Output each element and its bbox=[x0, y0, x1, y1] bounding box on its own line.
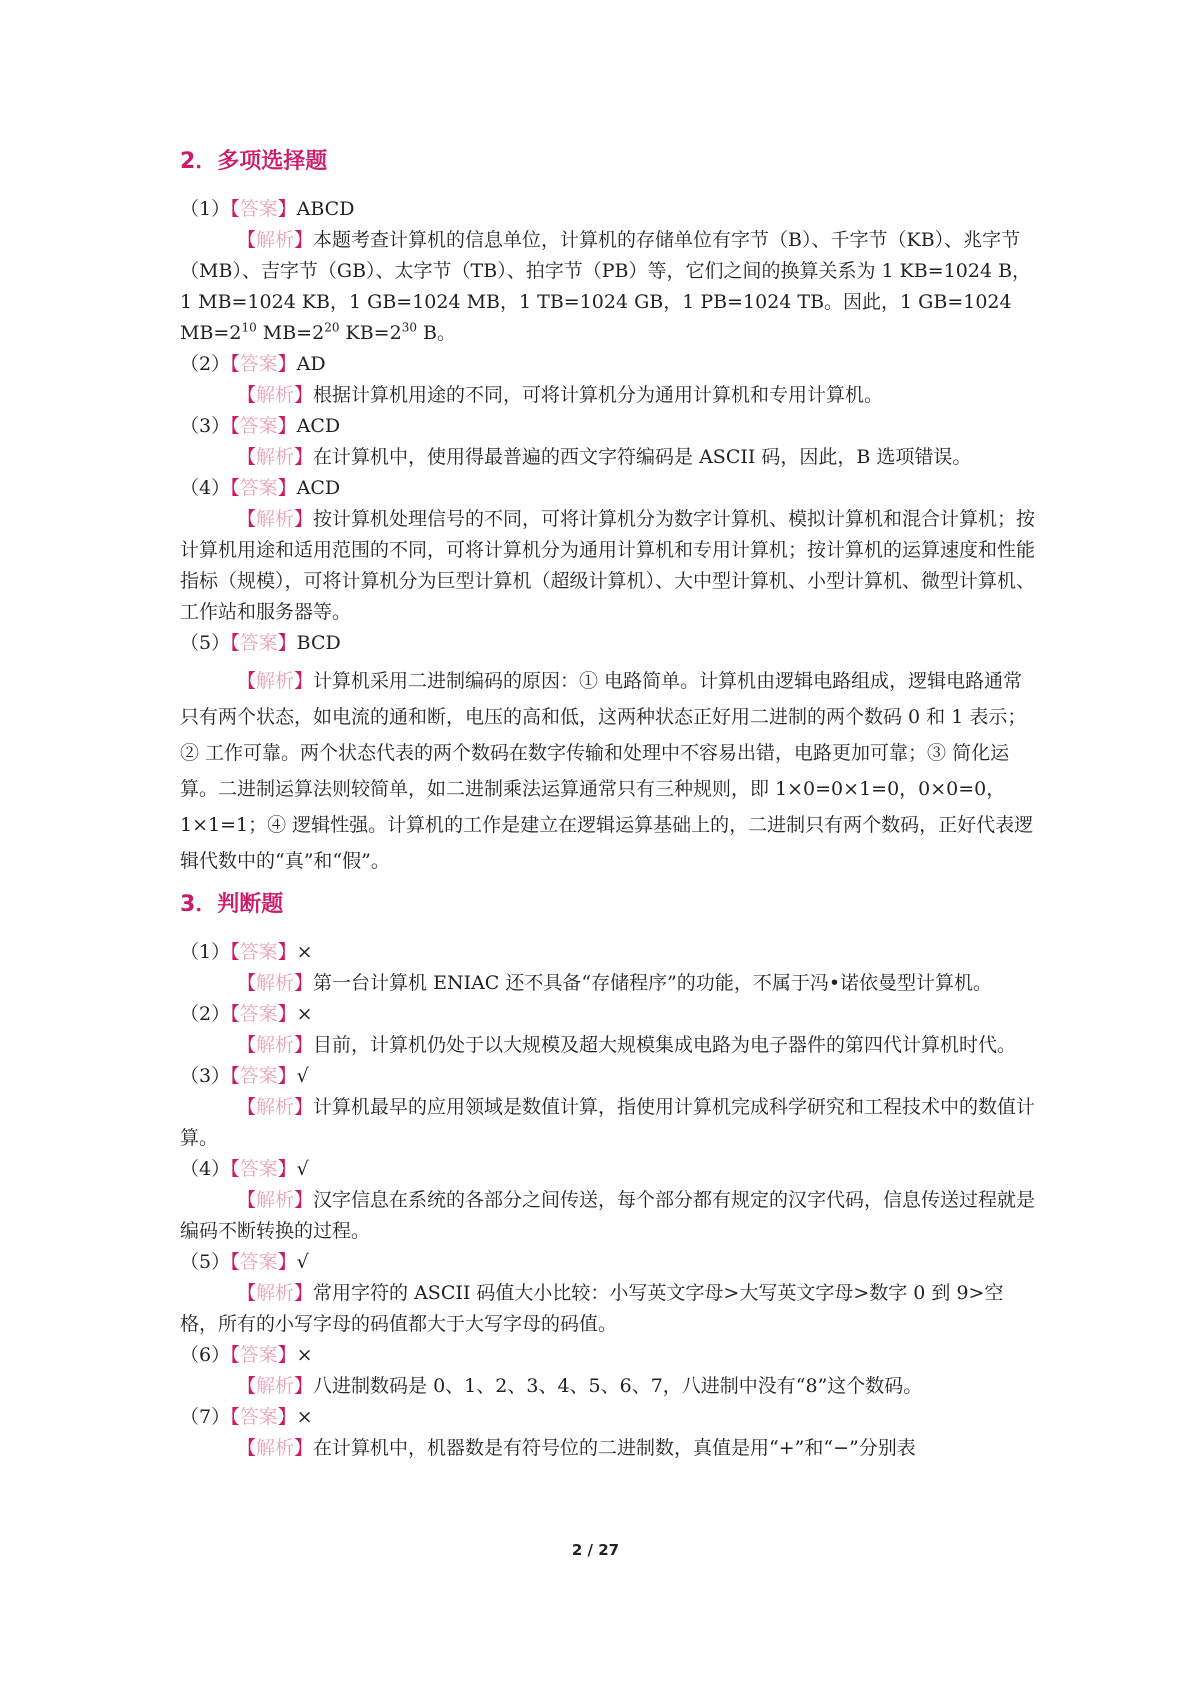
answer-tag: 【答案】 bbox=[230, 477, 297, 499]
answer-value: ACD bbox=[296, 415, 341, 437]
answer-line bbox=[180, 1247, 1040, 1278]
answer-tag: 【答案】 bbox=[230, 1406, 297, 1428]
analysis-paragraph: 【解析】在计算机中，机器数是有符号位的二进制数，真值是用“+”和“−”分别表 bbox=[237, 1437, 916, 1459]
analysis-paragraph: 【解析】计算机采用二进制编码的原因：① 电路简单。计算机由逻辑电路组成，逻辑电路通常只有两个状态，如电流的通和断，电压的高和低，这两种状态正好用二进制的两个数码 0 和 1 表示；② 工作可靠。两个状态代表的两个数码在数字传输和处理中不容易出错，电路更加可靠；③ 简化运算。二进制运算法则较简单，如二进制乘法运算通常只有三种规则，即 1×0=0×1=0，0×0=0，1×1=1；④ 逻辑性强。计算机的工作是建立在逻辑运算基础上的，二进制只有两个数码，正好代表逻辑代数中的“真”和“假”。 bbox=[180, 670, 1034, 872]
page-content bbox=[180, 140, 1040, 1474]
section-multiple-choice bbox=[180, 146, 1040, 879]
answer-value: × bbox=[296, 1344, 313, 1366]
analysis-tag: 【解析】 bbox=[237, 229, 314, 251]
answer-tag: 【答案】 bbox=[230, 353, 297, 375]
answer-line bbox=[180, 937, 1040, 968]
analysis-tag: 【解析】 bbox=[237, 1437, 314, 1459]
answer-value: BCD bbox=[296, 632, 341, 654]
analysis-tag: 【解析】 bbox=[237, 1096, 314, 1118]
analysis-paragraph: 【解析】第一台计算机 ENIAC 还不具备“存储程序”的功能，不属于冯•诺依曼型计算机。 bbox=[237, 972, 993, 994]
answer-line bbox=[180, 1402, 1040, 1433]
answer-value: AD bbox=[296, 353, 326, 375]
answer-value: √ bbox=[296, 1158, 309, 1180]
answer-line bbox=[180, 1061, 1040, 1092]
analysis-paragraph: 【解析】计算机最早的应用领域是数值计算，指使用计算机完成科学研究和工程技术中的数值计算。 bbox=[180, 1096, 1036, 1149]
analysis-paragraph: 【解析】八进制数码是 0、1、2、3、4、5、6、7，八进制中没有“8”这个数码。 bbox=[237, 1375, 923, 1397]
item-number: （6） bbox=[180, 1344, 231, 1366]
answer-line bbox=[180, 194, 1040, 225]
answer-value: × bbox=[296, 1003, 313, 1025]
answer-line bbox=[180, 473, 1040, 504]
item-number: （7） bbox=[180, 1406, 231, 1428]
answer-value: √ bbox=[296, 1065, 309, 1087]
answer-tag: 【答案】 bbox=[230, 1344, 297, 1366]
answer-tag: 【答案】 bbox=[230, 1065, 297, 1087]
answer-tag: 【答案】 bbox=[230, 1158, 297, 1180]
page-number: 2 / 27 bbox=[571, 1541, 620, 1559]
analysis-tag: 【解析】 bbox=[237, 1034, 314, 1056]
answer-tag: 【答案】 bbox=[230, 941, 297, 963]
item-number: （2） bbox=[180, 1003, 231, 1025]
analysis-tag: 【解析】 bbox=[237, 972, 314, 994]
answer-value: √ bbox=[296, 1251, 309, 1273]
item-number: （5） bbox=[180, 1251, 231, 1273]
answer-line bbox=[180, 1154, 1040, 1185]
item-number: （5） bbox=[180, 632, 231, 654]
answer-line bbox=[180, 411, 1040, 442]
item-number: （2） bbox=[180, 353, 231, 375]
analysis-tag: 【解析】 bbox=[237, 1189, 314, 1211]
answer-tag: 【答案】 bbox=[230, 1003, 297, 1025]
analysis-paragraph: 【解析】目前，计算机仍处于以大规模及超大规模集成电路为电子器件的第四代计算机时代。 bbox=[237, 1034, 1017, 1056]
item-number: （3） bbox=[180, 415, 231, 437]
item-number: （4） bbox=[180, 477, 231, 499]
item-number: （3） bbox=[180, 1065, 231, 1087]
analysis-tag: 【解析】 bbox=[237, 384, 314, 406]
answer-value: ACD bbox=[296, 477, 341, 499]
answer-tag: 【答案】 bbox=[230, 1251, 297, 1273]
answer-line bbox=[180, 1340, 1040, 1371]
answer-value: × bbox=[296, 1406, 313, 1428]
answer-line bbox=[180, 628, 1040, 659]
answer-tag: 【答案】 bbox=[230, 632, 297, 654]
answer-line bbox=[180, 999, 1040, 1030]
analysis-paragraph: 【解析】本题考查计算机的信息单位，计算机的存储单位有字节（B）、千字节（KB）、兆字节（MB）、吉字节（GB）、太字节（TB）、拍字节（PB）等，它们之间的换算关系为 1 KB=1024 B，1 MB=1024 KB，1 GB=1024 MB，1 TB=1024 GB，1 PB=1024 TB。因此，1 GB=1024 $MB=2^{10}$ $MB=2^{20}$ $KB=2^{30}$ B。 bbox=[180, 229, 1032, 344]
analysis-tag: 【解析】 bbox=[237, 670, 314, 692]
answer-tag: 【答案】 bbox=[230, 198, 297, 220]
analysis-tag: 【解析】 bbox=[237, 1375, 314, 1397]
answer-tag: 【答案】 bbox=[230, 415, 297, 437]
section-true-false bbox=[180, 889, 1040, 1464]
analysis-tag: 【解析】 bbox=[237, 446, 314, 468]
item-number: （4） bbox=[180, 1158, 231, 1180]
section-heading: 2．多项选择题 bbox=[180, 149, 328, 174]
answer-value: × bbox=[296, 941, 313, 963]
answer-line bbox=[180, 349, 1040, 380]
analysis-tag: 【解析】 bbox=[237, 1282, 314, 1304]
analysis-paragraph: 【解析】常用字符的 ASCII 码值大小比较：小写英文字母>大写英文字母>数字 0 到 9>空格，所有的小写字母的码值都大于大写字母的码值。 bbox=[180, 1282, 1004, 1335]
item-number: （1） bbox=[180, 941, 231, 963]
analysis-tag: 【解析】 bbox=[237, 508, 314, 530]
item-number: （1） bbox=[180, 198, 231, 220]
answer-value: ABCD bbox=[296, 198, 355, 220]
analysis-paragraph: 【解析】在计算机中，使用得最普遍的西文字符编码是 ASCII 码，因此，B 选项错误。 bbox=[237, 446, 972, 468]
analysis-paragraph: 【解析】根据计算机用途的不同，可将计算机分为通用计算机和专用计算机。 bbox=[237, 384, 884, 406]
analysis-paragraph: 【解析】汉字信息在系统的各部分之间传送，每个部分都有规定的汉字代码，信息传送过程就是编码不断转换的过程。 bbox=[180, 1189, 1036, 1242]
section-heading: 3．判断题 bbox=[180, 892, 284, 917]
analysis-paragraph: 【解析】按计算机处理信号的不同，可将计算机分为数字计算机、模拟计算机和混合计算机；按计算机用途和适用范围的不同，可将计算机分为通用计算机和专用计算机；按计算机的运算速度和性能指标（规模），可将计算机分为巨型计算机（超级计算机）、大中型计算机、小型计算机、微型计算机、工作站和服务器等。 bbox=[180, 508, 1036, 623]
